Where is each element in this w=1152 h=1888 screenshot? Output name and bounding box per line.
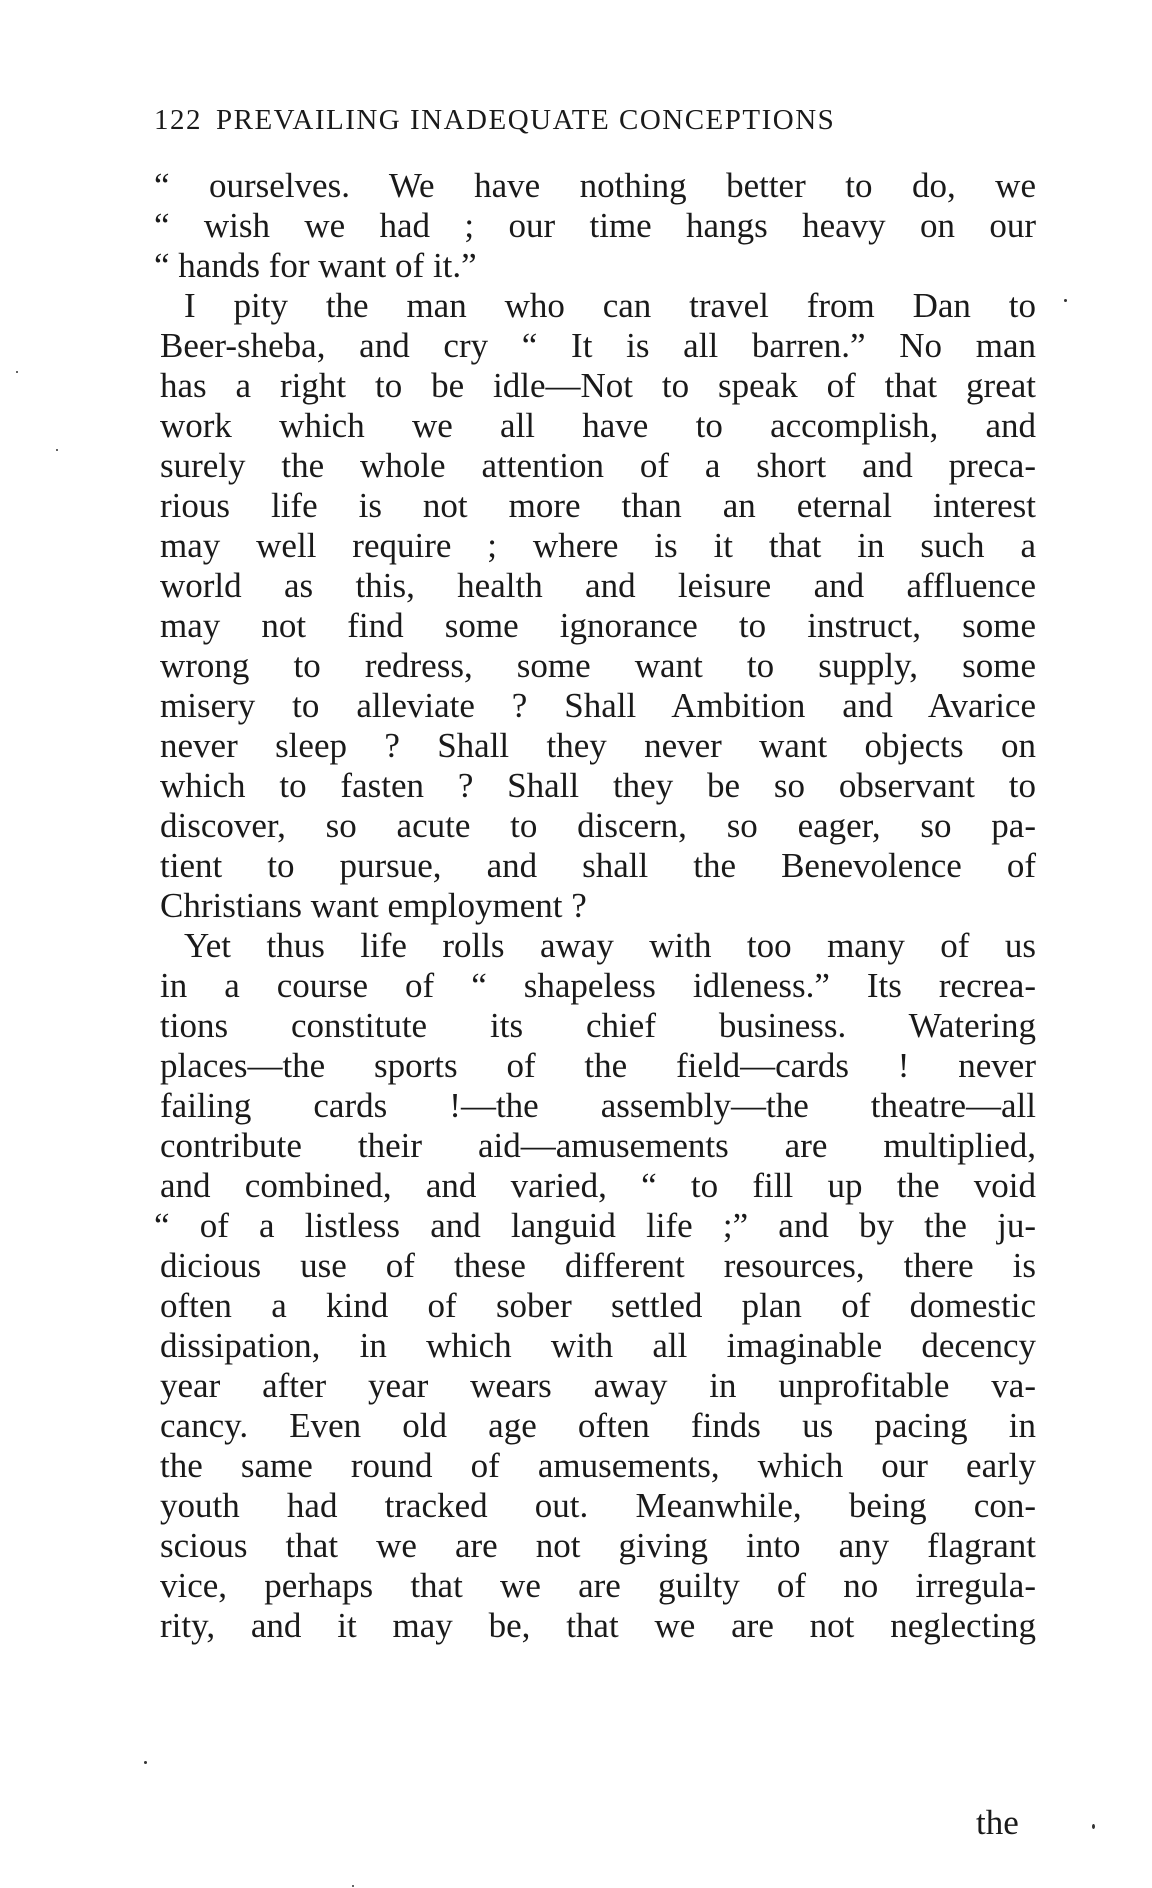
text-line: in a course of “ shapeless idleness.” Its recrea- [160, 966, 1036, 1005]
page-number: 122 [154, 104, 202, 136]
text-line: the same round of amusements, which our early [160, 1446, 1036, 1485]
text-line: places—the sports of the field—cards ! never [160, 1046, 1036, 1085]
ink-speck [56, 449, 58, 451]
text-line: has a right to be idle—Not to speak of that great [160, 366, 1036, 405]
text-line: youth had tracked out. Meanwhile, being con- [160, 1486, 1036, 1525]
text-line: and combined, and varied, “ to fill up the void [160, 1166, 1036, 1205]
text-line: Yet thus life rolls away with too many of us [184, 926, 1036, 965]
text-line: vice, perhaps that we are guilty of no irregula- [160, 1566, 1036, 1605]
text-line: often a kind of sober settled plan of domestic [160, 1286, 1036, 1325]
catchword: the [976, 1803, 1019, 1842]
ink-speck [16, 371, 18, 373]
text-line: Beer-sheba, and cry “ It is all barren.” No man [160, 326, 1036, 365]
text-line: surely the whole attention of a short and preca- [160, 446, 1036, 485]
text-line: contribute their aid—amusements are multiplied, [160, 1126, 1036, 1165]
text-line: rity, and it may be, that we are not neglecting [160, 1606, 1036, 1645]
text-line: “ hands for want of it.” [154, 246, 477, 285]
body-text [154, 166, 1036, 1646]
text-line: I pity the man who can travel from Dan to [184, 286, 1036, 325]
text-line: work which we all have to accomplish, and [160, 406, 1036, 445]
text-line: may not find some ignorance to instruct, some [160, 606, 1036, 645]
text-line: world as this, health and leisure and affluence [160, 566, 1036, 605]
text-line: may well require ; where is it that in such a [160, 526, 1036, 565]
text-line: scious that we are not giving into any flagrant [160, 1526, 1036, 1565]
running-head [154, 104, 1034, 144]
text-line: discover, so acute to discern, so eager, so pa- [160, 806, 1036, 845]
ink-speck [1092, 1824, 1095, 1829]
text-line: “ of a listless and languid life ;” and by the ju- [154, 1206, 1036, 1245]
text-line: dicious use of these different resources, there is [160, 1246, 1036, 1285]
text-line: Christians want employment ? [160, 886, 587, 925]
text-line: tient to pursue, and shall the Benevolence of [160, 846, 1036, 885]
text-line: misery to alleviate ? Shall Ambition and Avarice [160, 686, 1036, 725]
text-line: “ wish we had ; our time hangs heavy on our [154, 206, 1036, 245]
text-line: tions constitute its chief business. Watering [160, 1006, 1036, 1045]
ink-speck [1064, 299, 1067, 302]
text-line: dissipation, in which with all imaginable decency [160, 1326, 1036, 1365]
text-line: “ ourselves. We have nothing better to do, we [154, 166, 1036, 205]
text-line: failing cards !—the assembly—the theatre—all [160, 1086, 1036, 1125]
text-line: cancy. Even old age often finds us pacing in [160, 1406, 1036, 1445]
text-line: wrong to redress, some want to supply, some [160, 646, 1036, 685]
text-line: never sleep ? Shall they never want objects on [160, 726, 1036, 765]
text-line: year after year wears away in unprofitable va- [160, 1366, 1036, 1405]
ink-speck [352, 1885, 354, 1887]
text-line: rious life is not more than an eternal interest [160, 486, 1036, 525]
running-head-title: PREVAILING INADEQUATE CONCEPTIONS [216, 104, 836, 136]
text-line: which to fasten ? Shall they be so observant to [160, 766, 1036, 805]
ink-speck [144, 1761, 147, 1764]
